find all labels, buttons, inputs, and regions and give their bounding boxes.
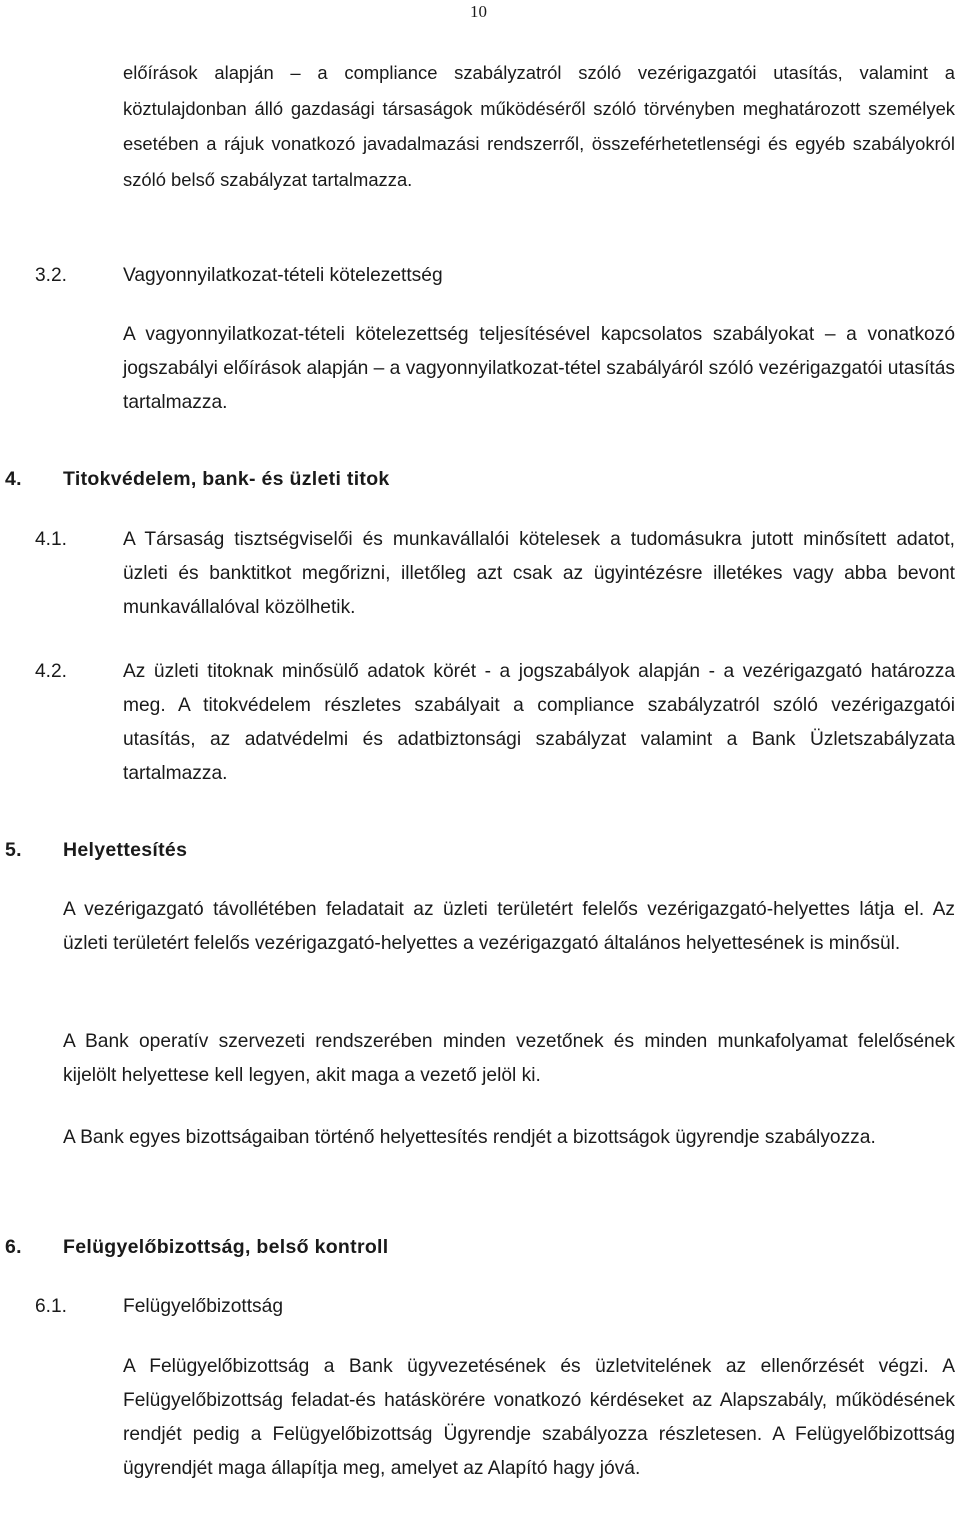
section-6-1-title: Felügyelőbizottság — [123, 1296, 283, 1317]
section-3-2-title: Vagyonnyilatkozat-tételi kötelezettség — [123, 265, 443, 286]
section-4-2-number: 4.2. — [35, 661, 68, 682]
section-5-title: Helyettesítés — [63, 839, 188, 861]
section-4-2-text: Az üzleti titoknak minősülő adatok körét - a jogszabályok alapján - a vezérigazgató határozza meg. A titokvédelem részletes szabályait a compliance szabályzatról szóló vezérigazgatói utasítás, az adatvédelmi és adatbiztonsági szabályzat valamint a Bank Üzletszabályzata tartalmazza. — [123, 661, 955, 784]
section-6-number: 6. — [5, 1236, 22, 1258]
section-3-2-number: 3.2. — [35, 265, 68, 286]
section-3-2-text: A vagyonnyilatkozat-tételi kötelezettség teljesítésével kapcsolatos szabályokat – a vonatkozó jogszabályi előírások alapján – a vagyonnyilatkozat-tétel szabályáról szóló vezérigazgatói utasítás tartalmazza. — [123, 324, 955, 413]
section-5-paragraph-2: A Bank operatív szervezeti rendszerében minden vezetőnek és minden munkafolyamat felelősének kijelölt helyettese kell legyen, akit maga a vezető jelöl ki. — [63, 1031, 955, 1086]
section-6-1-number: 6.1. — [35, 1296, 68, 1317]
section-4-number: 4. — [5, 468, 22, 490]
section-6-title: Felügyelőbizottság, belső kontroll — [63, 1236, 389, 1258]
section-4-title: Titokvédelem, bank- és üzleti titok — [63, 468, 390, 490]
section-4-1-text: A Társaság tisztségviselői és munkavállalói kötelesek a tudomásukra jutott minősített adatot, üzleti és banktitkot megőrizni, illetőleg azt csak az ügyintézésre illetékes vagy abba bevont munkavállalóval közölhetik. — [123, 529, 955, 618]
section-5-number: 5. — [5, 839, 22, 861]
intro-paragraph: előírások alapján – a compliance szabályzatról szóló vezérigazgatói utasítás, valamint a köztulajdonban álló gazdasági társaságok működéséről szóló törvényben meghatározott személyek esetében a rájuk vonatkozó javadalmazási rendszerről, összeférhetetlenségi és egyéb szabályokról szóló belső szabályzat tartalmazza. — [123, 62, 955, 190]
section-6-1-text: A Felügyelőbizottság a Bank ügyvezetésének és üzletvitelének az ellenőrzését végzi. A Felügyelőbizottság feladat-és hatáskörére vonatkozó kérdéseket az Alapszabály, működésének rendjét pedig a Felügyelőbizottság Ügyrendje szabályozza részletesen. A Felügyelőbizottság ügyrendjét maga állapítja meg, amelyet az Alapító hagy jóvá. — [123, 1356, 955, 1479]
section-5-paragraph-3: A Bank egyes bizottságaiban történő helyettesítés rendjét a bizottságok ügyrendje szabályozza. — [63, 1127, 876, 1148]
section-4-1-number: 4.1. — [35, 529, 68, 550]
page-number: 10 — [470, 2, 487, 21]
section-5-paragraph-1: A vezérigazgató távollétében feladatait az üzleti területért felelős vezérigazgató-helyettes látja el. Az üzleti területért felelős vezérigazgató-helyettes a vezérigazgató általános helyettesének is minősül. — [63, 899, 955, 954]
